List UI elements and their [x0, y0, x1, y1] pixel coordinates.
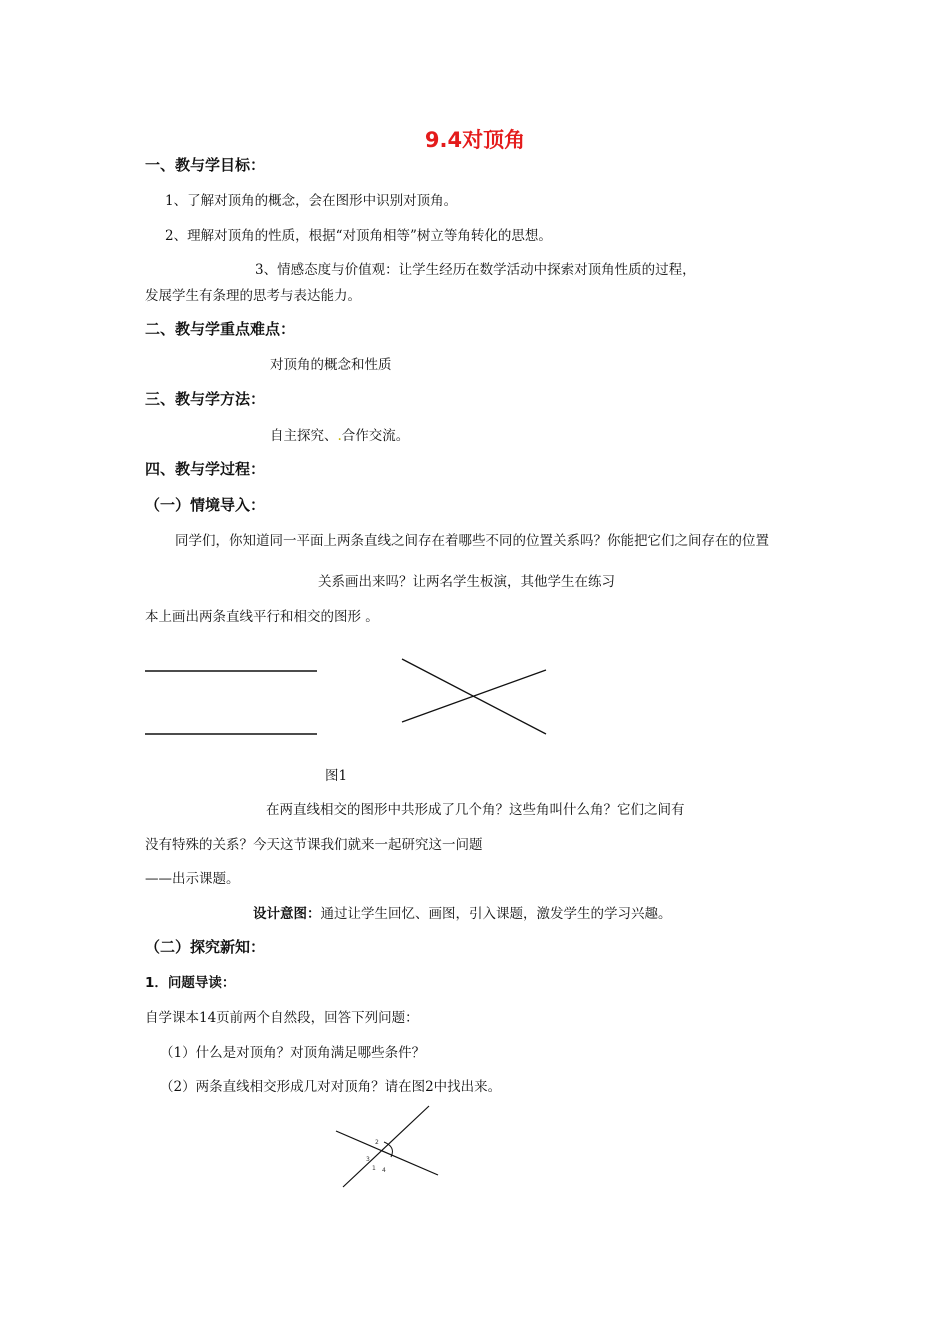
objective-2: 2、理解对顶角的性质，根据“对顶角相等”树立等角转化的思想。 [165, 228, 552, 244]
after-figure-line-3: ——出示课题。 [145, 871, 240, 887]
section2-heading: 二、教与学重点难点： [145, 320, 296, 338]
after-figure-line-1: 在两直线相交的图形中共形成了几个角？这些角叫什么角？它们之间有 [266, 802, 685, 818]
methods-dot: . [337, 428, 342, 444]
intro-line-1: 同学们，你知道同一平面上两条直线之间存在着哪些不同的位置关系吗？你能把它们之间存在的位置 [175, 533, 769, 549]
figure2-label-2: 2 [375, 1139, 379, 1146]
figure2-line-b [336, 1131, 438, 1175]
intro-line-2: 关系画出来吗？让两名学生板演，其他学生在练习 [318, 574, 615, 590]
objective-3-cont: 发展学生有条理的思考与表达能力。 [145, 288, 361, 304]
section1-heading: 一、教与学目标： [145, 156, 266, 174]
figure2-label-4: 4 [382, 1167, 386, 1174]
subsection-explore-heading: （二）探究新知： [145, 938, 266, 956]
figure2-label-1: 1 [372, 1165, 376, 1172]
design-intent-text: 通过让学生回忆、画图，引入课题，激发学生的学习兴趣。 [320, 906, 672, 922]
objective-3: 3、情感态度与价值观：让学生经历在数学活动中探索对顶角性质的过程， [255, 262, 696, 278]
section4-heading: 四、教与学过程： [145, 460, 266, 478]
question-1: （1）什么是对顶角？对顶角满足哪些条件？ [160, 1045, 426, 1061]
after-figure-line-2: 没有特殊的关系？今天这节课我们就来一起研究这一问题 [145, 837, 483, 853]
page-title: 9.4对顶角 [424, 128, 526, 152]
intro-line-3: 本上画出两条直线平行和相交的图形 。 [145, 609, 379, 625]
figure2-label-3: 3 [366, 1156, 370, 1163]
objective-1: 1、了解对顶角的概念，会在图形中识别对顶角。 [165, 193, 458, 209]
figure2-line-a [343, 1106, 429, 1187]
key-points: 对顶角的概念和性质 [270, 357, 392, 373]
section3-heading: 三、教与学方法： [145, 390, 266, 408]
question-heading: 1．问题导读： [145, 975, 236, 991]
figure-1-caption: 图1 [325, 768, 348, 784]
design-intent-label: 设计意图： [253, 906, 321, 922]
question-2: （2）两条直线相交形成几对对顶角？请在图2中找出来。 [160, 1079, 502, 1095]
subsection-intro-heading: （一）情境导入： [145, 496, 266, 514]
methods-part-a: 自主探究、 [270, 428, 338, 444]
question-intro: 自学课本14页前两个自然段，回答下列问题： [145, 1010, 419, 1026]
methods-part-b: 合作交流。 [341, 428, 410, 444]
